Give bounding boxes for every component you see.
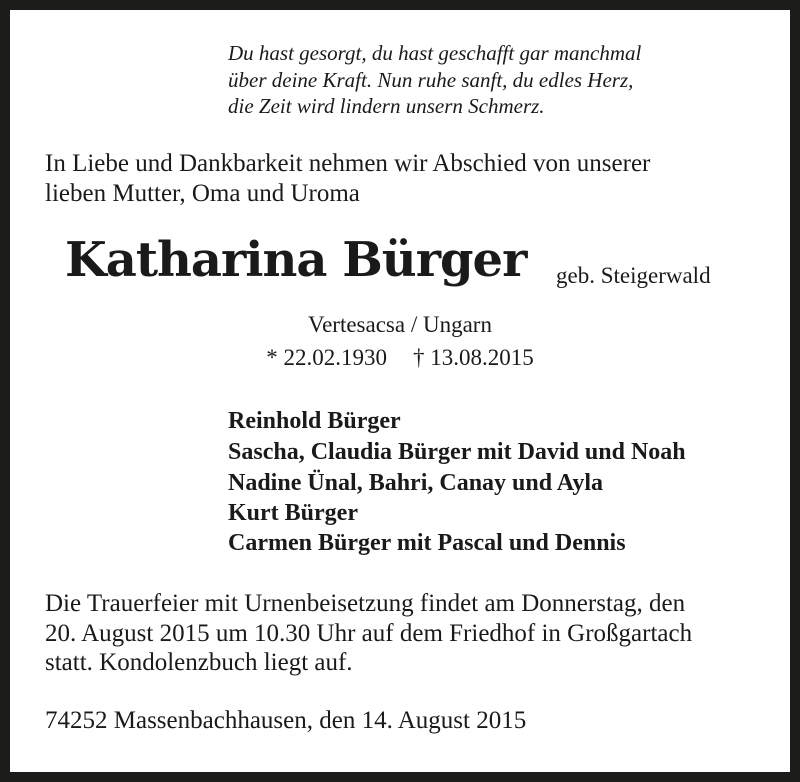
intro-line: lieben Mutter, Oma und Uroma [45, 180, 360, 207]
family-member: Carmen Bürger mit Pascal und Dennis [228, 530, 626, 556]
place-date: 74252 Massenbachhausen, den 14. August 2015 [45, 707, 527, 734]
obituary-notice [10, 10, 790, 772]
family-member: Nadine Ünal, Bahri, Canay und Ayla [228, 470, 603, 496]
maiden-name: geb. Steigerwald [556, 263, 711, 288]
poem-line: über deine Kraft. Nun ruhe sanft, du edles Herz, [228, 68, 634, 92]
ceremony-line: statt. Kondolenzbuch liegt auf. [45, 649, 353, 676]
birth-date: * 22.02.1930 [266, 345, 387, 370]
family-member: Kurt Bürger [228, 500, 358, 526]
family-member: Sascha, Claudia Bürger mit David und Noah [228, 439, 686, 465]
poem-line: die Zeit wird lindern unsern Schmerz. [228, 94, 545, 118]
life-dates [10, 345, 790, 371]
death-date: † 13.08.2015 [413, 345, 534, 370]
origin: Vertesacsa / Ungarn [308, 312, 492, 337]
ceremony-line: 20. August 2015 um 10.30 Uhr auf dem Friedhof in Großgartach [45, 620, 693, 647]
family-member: Reinhold Bürger [228, 408, 401, 434]
deceased-name: Katharina Bürger [65, 232, 527, 288]
poem-line: Du hast gesorgt, du hast geschafft gar manchmal [228, 41, 642, 65]
ceremony-line: Die Trauerfeier mit Urnenbeisetzung findet am Donnerstag, den [45, 590, 686, 617]
intro-line: In Liebe und Dankbarkeit nehmen wir Abschied von unserer [45, 150, 651, 177]
